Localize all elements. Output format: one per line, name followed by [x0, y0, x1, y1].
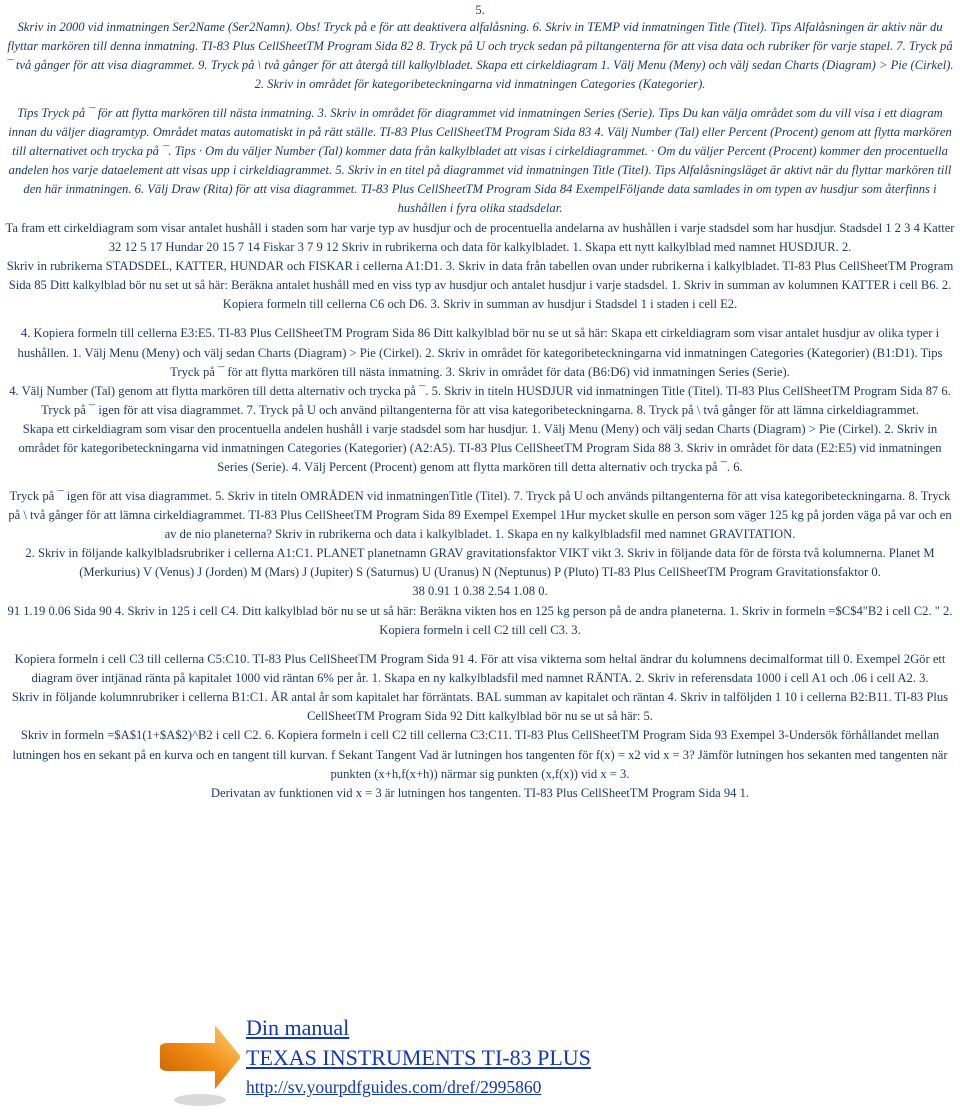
paragraph-14: Skriv in följande kolumnrubriker i cellerna B1:C1. ÅR antal år som kapitalet har förräntats. BAL summan av kapitalet och räntan 4. Skriv in talföljden 1 10 i cellerna B2:B11. TI-83 Plus CellSheetTM Program Sida 92 Ditt kalkylblad bör nu se ut så här: 5. [11, 690, 949, 724]
document-page [4, 2, 956, 803]
paragraph-12: 91 1.19 0.06 Sida 90 4. Skriv in 125 i cell C4. Ditt kalkylblad bör nu se ut så här: Beräkna vikten hos en 125 kg person på de andra planeterna. 1. Skriv in formeln =$C$4"B2 i cell C2. " 2. Kopiera formeln i cell C2 till cell C3. 3. [7, 603, 953, 637]
paragraph-9: Tryck på ¯ igen för att visa diagrammet. 5. Skriv in titeln OMRÅDEN vid inmatningenTitle (Titel). 7. Tryck på U och används piltangenterna för att visa kategoribeteckningarna. 8. Tryck på \ två gånger för att lämna cirkeldiagrammet. TI-83 Plus CellSheetTM Program Sida 89 Exempel Exempel 1Hur mycket skulle en person som väger 125 kg på jorden väga på var och en av de nio planeterna? Skriv in rubrikerna och data i kalkylbladet. 1. Skapa en ny kalkylbladsfil med namnet GRAVITATION. [8, 488, 952, 541]
paragraph-2: Tips Tryck på ¯ för att flytta markören till nästa inmatning. 3. Skriv in området för diagrammet vid inmatningen Series (Serie). Tips Du kan välja området som du vill visa i ett diagram innan du väljer diagramtyp. Området matas automatiskt in på rätt ställe. TI-83 Plus CellSheetTM Program Sida 83 4. Välj Number (Tal) eller Percent (Procent) genom att flytta markören till alternativet och trycka på ¯. Tips · Om du väljer Number (Tal) kommer data från kalkylbladet att visas i cirkeldiagrammet. · Om du väljer Percent (Procent) kommer den procentuella andelen hos varje dataelement att visas upp i cirkeldiagrammet. 5. Skriv in en titel på diagrammet vid inmatningen Title (Titel). Tips Alfalåsningsläget är aktivt när du flyttar markören till den här inmatningen. 6. Välj Draw (Rita) för att visa diagrammet. TI-83 Plus CellSheetTM Program Sida 84 ExempelFöljande data samlades in om typen av husdjur som återfinns i hushållen i fyra olika stadsdelar. [8, 105, 952, 216]
paragraph-13: Kopiera formeln i cell C3 till cellerna C5:C10. TI-83 Plus CellSheetTM Program Sida 91 4. För att visa vikterna som heltal ändrar du kolumnens decimalformat till 0. Exempel 2Gör ett diagram över intjänad ränta på kapitalet 1000 vid räntan 6% per år. 1. Skapa en ny kalkylbladsfil med namnet RÄNTA. 2. Skriv in referensdata 1000 i cell A1 och .06 i cell A2. 3. [14, 651, 946, 685]
paragraph-7: Tryck på ¯ igen för att visa diagrammet. 7. Tryck på U och använd piltangenterna för att visa kategoribeteckningarna. 8. Tryck på \ två gånger för att lämna cirkeldiagrammet. [41, 402, 919, 417]
paragraph-5: 4. Kopiera formeln till cellerna E3:E5. TI-83 Plus CellSheetTM Program Sida 86 Ditt kalkylblad bör nu se ut så här: Skapa ett cirkeldiagram som visar antalet husdjur av olika typer i hushållen. 1. Välj Menu (Meny) och välj sedan Charts (Diagram) > Pie (Cirkel). 2. Skriv in området för kategoribeteckningarna vid inmatningen Categories (Kategorier) (B1:D1). Tips Tryck på ¯ för att flytta markören till nästa inmatning. 3. Skriv in området för data (B6:D6) vid inmatningen Series (Serie). [17, 326, 943, 379]
manual-link[interactable]: Din manual [246, 1015, 350, 1040]
paragraph-6: 4. Välj Number (Tal) genom att flytta markören till detta alternativ och trycka på ¯. 5. Skriv in titeln HUSDJUR vid inmatningen Title (Titel). TI-83 Plus CellSheetTM Program Sida 87 6. [9, 383, 951, 398]
arrow-logo-icon [160, 1012, 240, 1110]
paragraph-16: Derivatan av funktionen vid x = 3 är lutningen hos tangenten. TI-83 Plus CellSheetTM Program Sida 94 1. [210, 785, 750, 800]
paragraph-11: 38 0.91 1 0.38 2.54 1.08 0. [412, 584, 548, 599]
footer-links [246, 1014, 591, 1099]
paragraph-15: Skriv in formeln =$A$1(1+$A$2)^B2 i cell C2. 6. Kopiera formeln i cell C2 till cellerna C3:C11. TI-83 Plus CellSheetTM Program Sida 93 Exempel 3-Undersök förhållandet mellan lutningen hos en sekant på en kurva och en tangent till kurvan. f Sekant Tangent Vad är lutningen hos tangenten för f(x) = x2 vid x = 3? Jämför lutningen hos sekanten med tangenten när punkten (x+h,f(x+h)) närmar sig punkten (x,f(x)) vid x = 3. [12, 728, 948, 781]
product-link[interactable]: TEXAS INSTRUMENTS TI-83 PLUS [246, 1045, 591, 1070]
paragraph-4: Skriv in rubrikerna STADSDEL, KATTER, HUNDAR och FISKAR i cellerna A1:D1. 3. Skriv in data från tabellen ovan under rubrikerna i kalkylbladet. TI-83 Plus CellSheetTM Program Sida 85 Ditt kalkylblad bör nu set ut så här: Beräkna antalet hushåll med en viss typ av husdjur och antalet husdjur i varje stadsdel. 1. Skriv in summan av kolumnen KATTER i cell B6. 2. Kopiera formeln till cellerna C6 och D6. 3. Skriv in summan av husdjur i Stadsdel 1 i staden i cell E2. [6, 258, 954, 312]
paragraph-3: Ta fram ett cirkeldiagram som visar antalet hushåll i staden som har varje typ av husdjur och de procentuella andelarna av hushållen i varje stadsdel som har husdjur. Stadsdel 1 2 3 4 Katter 32 12 5 17 Hundar 20 15 7 14 Fiskar 3 7 9 12 Skriv in rubrikerna och data för kalkylbladet. 1. Skapa ett nytt kalkylblad med namnet HUSDJUR. 2. [5, 220, 955, 254]
page-number: 5. [475, 3, 485, 17]
paragraph-10: 2. Skriv in följande kalkylbladsrubriker i cellerna A1:C1. PLANET planetnamn GRAV gravitationsfaktor VIKT vikt 3. Skriv in följande data för de första två kolumnerna. Planet M (Merkurius) V (Venus) J (Jorden) M (Mars) J (Jupiter) S (Saturnus) U (Uranus) N (Neptunus) P (Pluto) TI-83 Plus CellSheetTM Program Gravitationsfaktor 0. [25, 546, 935, 580]
paragraph-8: Skapa ett cirkeldiagram som visar den procentuella andelen hushåll i varje stadsdel som har husdjur. 1. Välj Menu (Meny) och välj sedan Charts (Diagram) > Pie (Cirkel). 2. Skriv in området för kategoribeteckningarna vid inmatningen Categories (Kategorier) (A2:A5). TI-83 Plus CellSheetTM Program Sida 88 3. Skriv in området för data (E2:E5) vid inmatningen Series (Serie). 4. Välj Percent (Procent) genom att flytta markören till detta alternativ och trycka på ¯. 6. [18, 422, 942, 475]
url-link[interactable]: http://sv.yourpdfguides.com/dref/2995860 [246, 1077, 542, 1097]
paragraph-1: Skriv in 2000 vid inmatningen Ser2Name (Ser2Namn). Obs! Tryck på e för att deaktivera alfalåsning. 6. Skriv in TEMP vid inmatningen Title (Titel). Tips Alfalåsningen är aktiv när du flyttar markören till denna inmatning. TI-83 Plus CellSheetTM Program Sida 82 8. Tryck på U och tryck sedan på piltangenterna för att visa data och rubriker för varje stapel. 7. Tryck på ¯ två gånger för att visa diagrammet. 9. Tryck på \ två gånger för att återgå till kalkylbladet. Skapa ett cirkeldiagram 1. Välj Menu (Meny) och välj sedan Charts (Diagram) > Pie (Cirkel). 2. Skriv in området för kategoribeteckningarna vid inmatningen Categories (Kategorier). [6, 20, 954, 92]
footer [160, 1012, 860, 1112]
